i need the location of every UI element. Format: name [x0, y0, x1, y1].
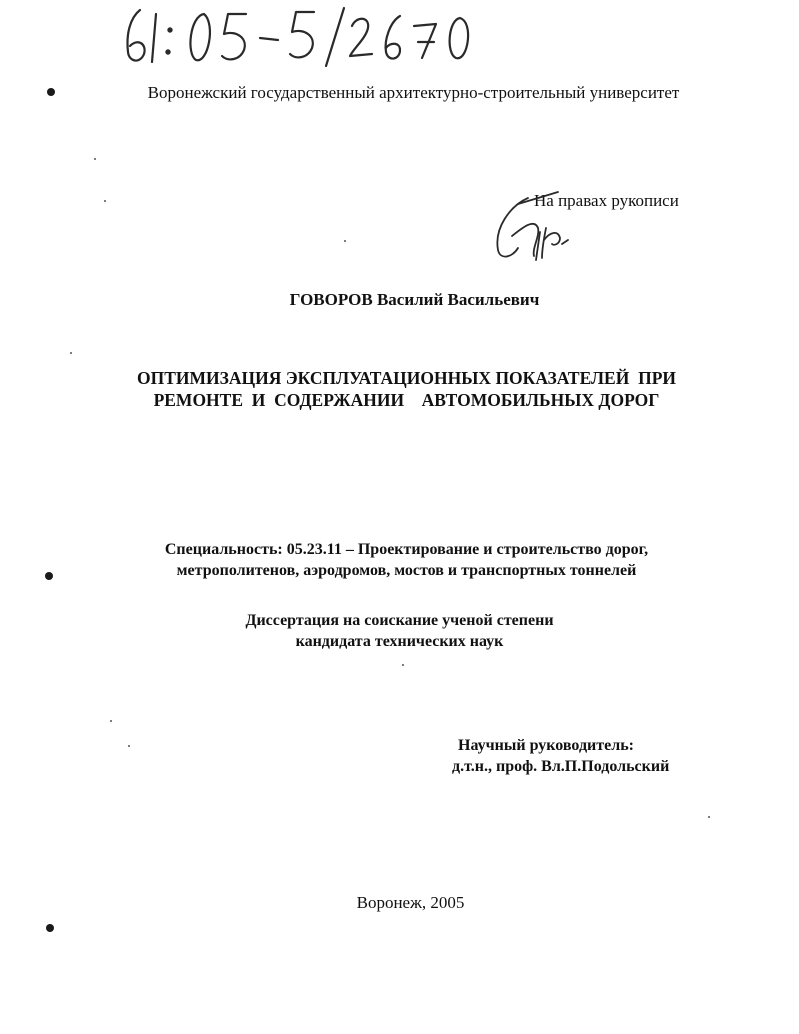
- specialty: [0, 539, 799, 581]
- scan-speck: [104, 200, 106, 202]
- scan-speck: [708, 816, 710, 818]
- dissertation-title: [0, 367, 799, 411]
- specialty-line: метрополитенов, аэродромов, мостов и транспортных тоннелей: [176, 562, 637, 579]
- advisor-label: Научный руководитель:: [458, 737, 634, 754]
- specialty-line: Специальность: 05.23.11 – Проектирование и строительство дорог,: [164, 541, 649, 558]
- title-line: РЕМОНТЕ И СОДЕРЖАНИИ АВТОМОБИЛЬНЫХ ДОРОГ: [153, 390, 660, 410]
- university-name: Воронежский государственный архитектурно-строительный университет: [147, 83, 680, 102]
- scan-speck: [94, 158, 96, 160]
- rights-note: На правах рукописи: [534, 191, 679, 210]
- title-line: ОПТИМИЗАЦИЯ ЭКСПЛУАТАЦИОННЫХ ПОКАЗАТЕЛЕЙ ПРИ: [136, 368, 676, 388]
- degree-line: Диссертация на соискание ученой степени: [245, 612, 554, 629]
- degree-statement: [0, 610, 799, 652]
- scan-speck: [344, 240, 346, 242]
- handwritten-archive-number: [118, 4, 488, 70]
- advisor-name: д.т.н., проф. Вл.П.Подольский: [452, 758, 670, 775]
- degree-line: кандидата технических наук: [295, 633, 504, 650]
- handwritten-signature: [488, 188, 580, 266]
- punch-hole-mark: [46, 924, 54, 932]
- city-year: Воронеж, 2005: [356, 893, 465, 912]
- scan-speck: [70, 352, 72, 354]
- scan-speck: [110, 720, 112, 722]
- scientific-advisor: [452, 735, 669, 777]
- scan-speck: [402, 664, 404, 666]
- scan-speck: [128, 745, 130, 747]
- author-name: ГОВОРОВ Василий Васильевич: [289, 290, 540, 309]
